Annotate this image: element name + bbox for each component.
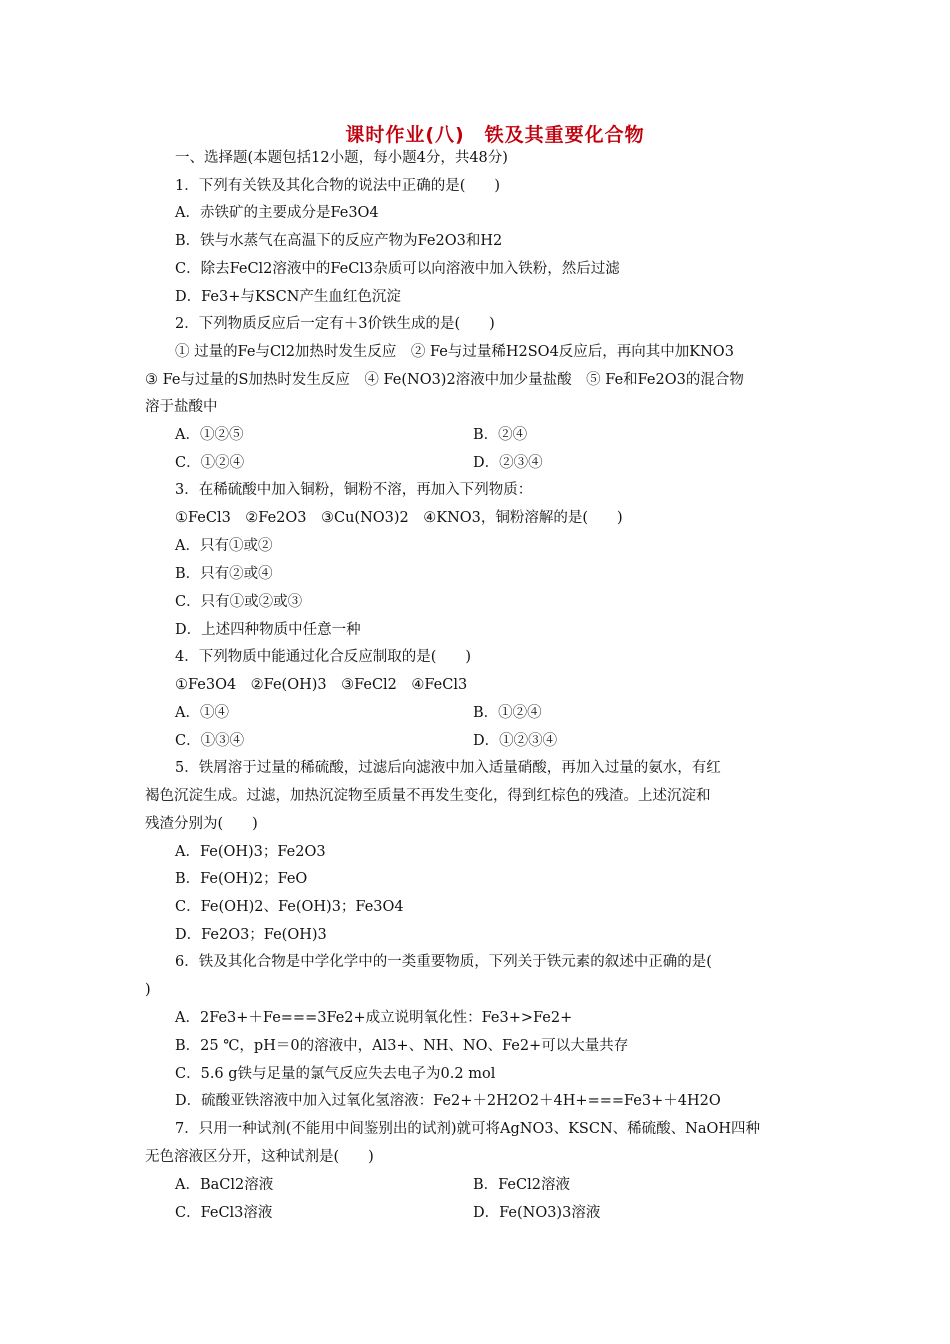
q5-stem-line2: 褐色沉淀生成。过滤，加热沉淀物至质量不再发生变化，得到红棕色的残渣。上述沉淀和 xyxy=(145,788,711,804)
q2-items-line3: 溶于盐酸中 xyxy=(145,399,218,415)
q1-option-c: C．除去FeCl2溶液中的FeCl3杂质可以向溶液中加入铁粉，然后过滤 xyxy=(175,261,620,277)
q7-option-a: A．BaCl2溶液 xyxy=(175,1177,274,1193)
q1-option-b: B．铁与水蒸气在高温下的反应产物为Fe2O3和H2 xyxy=(175,233,503,249)
q4-option-d: D．①②③④ xyxy=(473,733,558,749)
q6-option-a: A．2Fe3+＋Fe===3Fe2+成立说明氧化性：Fe3+>Fe2+ xyxy=(175,1010,573,1026)
q2-option-d: D．②③④ xyxy=(473,455,543,471)
q5-stem-line3: 残渣分别为( ) xyxy=(145,816,258,832)
q6-option-d: D．硫酸亚铁溶液中加入过氧化氢溶液：Fe2+＋2H2O2＋4H+===Fe3+＋4H2O xyxy=(175,1093,721,1109)
q4-items: ①Fe3O4 ②Fe(OH)3 ③FeCl2 ④FeCl3 xyxy=(175,677,468,693)
q7-stem-line2: 无色溶液区分开，这种试剂是( ) xyxy=(145,1149,374,1165)
q5-option-d: D．Fe2O3；Fe(OH)3 xyxy=(175,927,327,943)
q2-items-line2: ③ Fe与过量的S加热时发生反应 ④ Fe(NO3)2溶液中加少量盐酸 ⑤ Fe和Fe2O3的混合物 xyxy=(145,372,744,388)
q7-option-d: D．Fe(NO3)3溶液 xyxy=(473,1205,601,1221)
q4-option-a: A．①④ xyxy=(175,705,229,721)
q3-option-a: A．只有①或② xyxy=(175,538,273,554)
q6-stem-line2: ) xyxy=(145,982,151,998)
q4-option-b: B．①②④ xyxy=(473,705,542,721)
q3-items: ①FeCl3 ②Fe2O3 ③Cu(NO3)2 ④KNO3，铜粉溶解的是( ) xyxy=(175,510,623,526)
q2-option-a: A．①②⑤ xyxy=(175,427,244,443)
q4-stem: 4．下列物质中能通过化合反应制取的是( ) xyxy=(175,649,472,665)
q7-stem-line1: 7．只用一种试剂(不能用中间鉴别出的试剂)就可将AgNO3、KSCN、稀硫酸、NaOH四种 xyxy=(175,1121,761,1137)
q3-option-d: D．上述四种物质中任意一种 xyxy=(175,622,361,638)
q3-stem: 3．在稀硫酸中加入铜粉，铜粉不溶，再加入下列物质： xyxy=(175,482,533,498)
q1-stem: 1．下列有关铁及其化合物的说法中正确的是( ) xyxy=(175,178,501,194)
q2-option-c: C．①②④ xyxy=(175,455,245,471)
q4-option-c: C．①③④ xyxy=(175,733,245,749)
q1-option-a: A．赤铁矿的主要成分是Fe3O4 xyxy=(175,205,379,221)
q3-option-b: B．只有②或④ xyxy=(175,566,273,582)
q5-option-b: B．Fe(OH)2；FeO xyxy=(175,871,308,887)
q3-option-c: C．只有①或②或③ xyxy=(175,594,303,610)
q7-option-b: B．FeCl2溶液 xyxy=(473,1177,570,1193)
q6-stem-line1: 6．铁及其化合物是中学化学中的一类重要物质，下列关于铁元素的叙述中正确的是( xyxy=(175,954,712,970)
q5-option-c: C．Fe(OH)2、Fe(OH)3；Fe3O4 xyxy=(175,899,404,915)
q6-option-c: C．5.6 g铁与足量的氯气反应失去电子为0.2 mol xyxy=(175,1066,496,1082)
q2-option-b: B．②④ xyxy=(473,427,528,443)
q2-stem: 2．下列物质反应后一定有＋3价铁生成的是( ) xyxy=(175,316,495,332)
q2-items-line1: ① 过量的Fe与Cl2加热时发生反应 ② Fe与过量稀H2SO4反应后，再向其中加KNO3 xyxy=(175,344,734,360)
page-title: 课时作业(八) 铁及其重要化合物 xyxy=(345,124,645,146)
section-heading: 一、选择题(本题包括12小题，每小题4分，共48分) xyxy=(175,150,508,166)
q7-option-c: C．FeCl3溶液 xyxy=(175,1205,273,1221)
q5-stem-line1: 5．铁屑溶于过量的稀硫酸，过滤后向滤液中加入适量硝酸，再加入过量的氨水，有红 xyxy=(175,760,721,776)
q6-option-b: B．25 ℃，pH＝0的溶液中，Al3+、NH、NO、Fe2+可以大量共存 xyxy=(175,1038,629,1054)
q5-option-a: A．Fe(OH)3；Fe2O3 xyxy=(175,844,326,860)
q1-option-d: D．Fe3+与KSCN产生血红色沉淀 xyxy=(175,289,401,305)
